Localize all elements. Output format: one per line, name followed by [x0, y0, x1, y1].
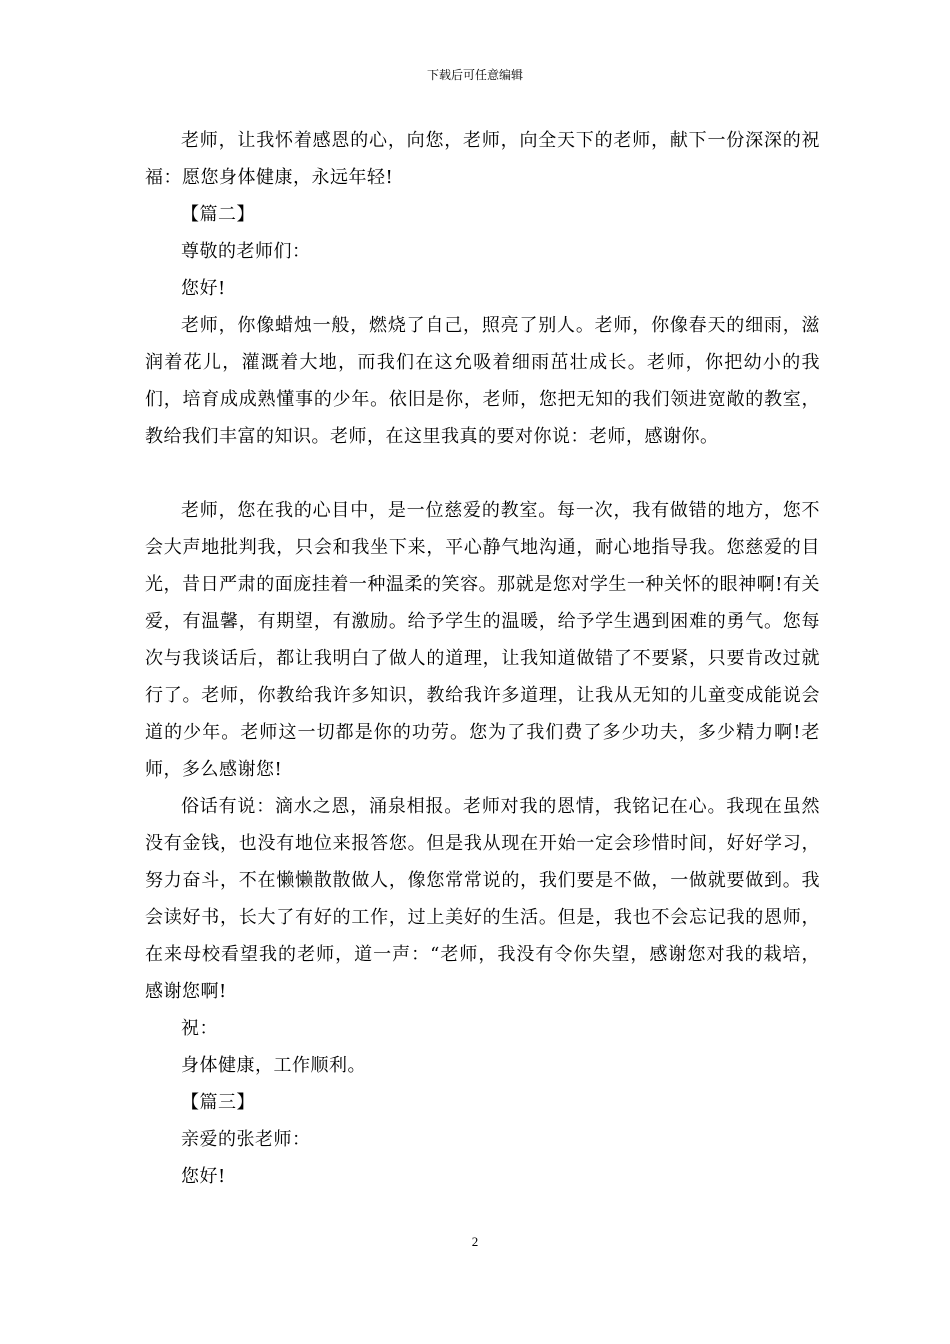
paragraph: 老师，您在我的心目中，是一位慈爱的教室。每一次，我有做错的地方，您不会大声地批判我，只会和我坐下来，平心静气地沟通，耐心地指导我。您慈爱的目光，昔日严肃的面庞挂着一种温柔的笑容。那就是您对学生一种关怀的眼神啊!有关爱，有温馨，有期望，有激励。给予学生的温暖，给予学生遇到困难的勇气。您每次与我谈话后，都让我明白了做人的道理，让我知道做错了不要紧，只要肯改过就行了。老师，你教给我许多知识，教给我许多道理，让我从无知的儿童变成能说会道的少年。老师这一切都是你的功劳。您为了我们费了多少功夫，多少精力啊!老师，多么感谢您! — [145, 500, 820, 780]
document-body — [145, 122, 820, 1195]
page-number: 2 — [471, 1234, 479, 1249]
paragraph: 老师，让我怀着感恩的心，向您，老师，向全天下的老师，献下一份深深的祝福：愿您身体健康，永远年轻! — [145, 130, 820, 188]
paragraph: 俗话有说：滴水之恩，涌泉相报。老师对我的恩情，我铭记在心。我现在虽然没有金钱，也没有地位来报答您。但是我从现在开始一定会珍惜时间，好好学习，努力奋斗，不在懒懒散散做人，像您常常说的，我们要是不做，一做就要做到。我会读好书，长大了有好的工作，过上美好的生活。但是，我也不会忘记我的恩师，在来母校看望我的老师，道一声：“老师，我没有令你失望，感谢您对我的栽培，感谢您啊! — [145, 796, 820, 1002]
paragraph: 老师，你像蜡烛一般，燃烧了自己，照亮了别人。老师，你像春天的细雨，滋润着花儿，灌溉着大地，而我们在这允吸着细雨茁壮成长。老师，你把幼小的我们，培育成成熟懂事的少年。依旧是你，老师，您把无知的我们领进宽敞的教室，教给我们丰富的知识。老师，在这里我真的要对你说：老师，感谢你。 — [145, 315, 820, 447]
section-heading: 【篇二】 — [181, 204, 255, 225]
salutation: 亲爱的张老师： — [181, 1129, 311, 1150]
page-header: 下载后可任意编辑 — [426, 68, 523, 82]
blank-line — [145, 455, 820, 492]
greeting: 您好! — [181, 1166, 226, 1187]
salutation: 尊敬的老师们： — [181, 241, 311, 262]
closing-wish: 身体健康，工作顺利。 — [181, 1055, 366, 1076]
closing: 祝： — [181, 1018, 218, 1039]
section-heading: 【篇三】 — [181, 1092, 255, 1113]
greeting: 您好! — [181, 278, 226, 299]
